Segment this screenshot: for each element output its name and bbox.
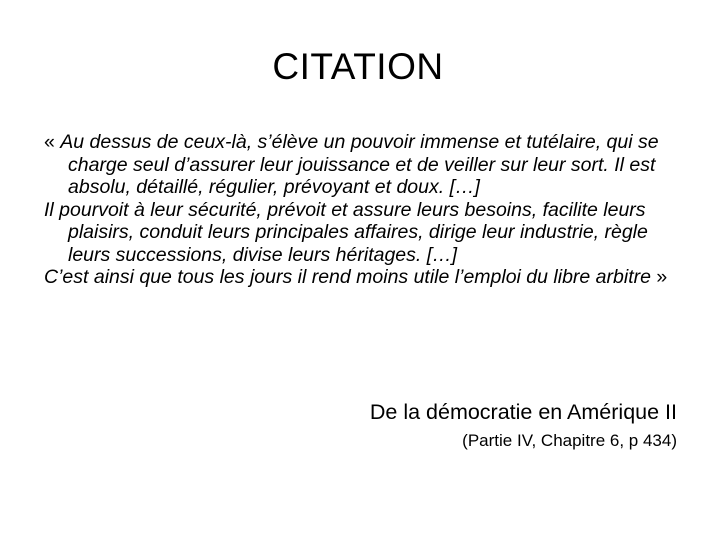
closing-guillemet: » [650,266,668,288]
quote-paragraph-text: Il pourvoit à leur sécurité, prévoit et assure leurs besoins, facilite leurs plaisirs, conduit leurs principales affaires, dirige leur industrie, règle leurs successions, divise leurs héritages. […] [44,198,648,266]
quote-paragraph-text: Au dessus de ceux-là, s’élève un pouvoir immense et tutélaire, qui se charge seul d’assurer leur jouissance et de veiller sur leur sort. Il est absolu, détaillé, régulier, prévoyant et doux. […] [60,131,659,198]
quote-reference: (Partie IV, Chapitre 6, p 434) [462,431,677,450]
slide-title: CITATION [272,46,444,87]
quote-paragraph-text: C’est ainsi que tous les jours il rend moins utile l’emploi du libre arbitre [44,266,651,288]
quote-source: De la démocratie en Amérique II [369,400,677,424]
quote-paragraph [44,131,694,199]
quote-paragraph [44,199,694,267]
quote-block [44,131,694,289]
quote-paragraph [44,266,694,289]
opening-guillemet: « [44,131,61,153]
